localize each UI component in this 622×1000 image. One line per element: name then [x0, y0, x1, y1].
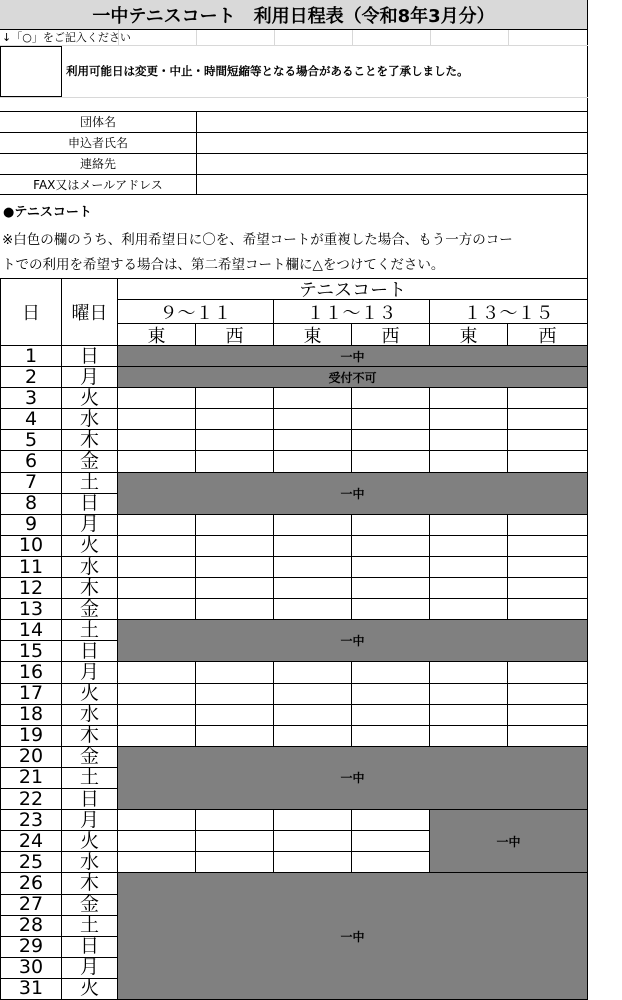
reservation-cell[interactable]	[430, 451, 508, 472]
day-number: 3	[0, 388, 62, 409]
reservation-table	[0, 279, 588, 1000]
reservation-cell[interactable]	[196, 515, 274, 536]
reservation-cell[interactable]	[196, 831, 274, 852]
reservation-cell[interactable]	[196, 557, 274, 578]
reservation-cell[interactable]	[274, 852, 352, 873]
day-number: 24	[0, 831, 62, 852]
reservation-cell[interactable]	[274, 810, 352, 831]
court-east-header: 東	[118, 324, 196, 346]
weekday-label: 火	[62, 979, 118, 1000]
court-header: テニスコート	[118, 279, 588, 300]
day-number: 6	[0, 451, 62, 472]
reservation-cell[interactable]	[274, 388, 352, 409]
day-number: 1	[0, 346, 62, 367]
weekday-label: 日	[62, 346, 118, 367]
reservation-cell[interactable]	[352, 536, 430, 557]
reservation-cell[interactable]	[196, 536, 274, 557]
reservation-cell[interactable]	[274, 430, 352, 451]
court-east-header: 東	[274, 324, 352, 346]
reservation-cell[interactable]	[430, 388, 508, 409]
weekday-label: 水	[62, 409, 118, 430]
reservation-cell[interactable]	[508, 451, 588, 472]
reservation-cell[interactable]	[274, 684, 352, 705]
weekday-label: 土	[62, 620, 118, 641]
reservation-cell[interactable]	[508, 662, 588, 683]
reservation-cell[interactable]	[274, 705, 352, 726]
reservation-cell[interactable]	[118, 430, 196, 451]
reservation-cell[interactable]	[196, 810, 274, 831]
day-number: 9	[0, 515, 62, 536]
day-number: 19	[0, 726, 62, 747]
reservation-cell[interactable]	[430, 705, 508, 726]
gridline	[430, 30, 431, 46]
day-number: 21	[0, 768, 62, 789]
weekday-label: 火	[62, 684, 118, 705]
day-number: 8	[0, 494, 62, 515]
reservation-cell[interactable]	[274, 726, 352, 747]
group-name-label: 団体名	[0, 112, 197, 132]
reservation-cell[interactable]	[352, 726, 430, 747]
weekday-label: 水	[62, 852, 118, 873]
day-number: 18	[0, 705, 62, 726]
court-west-header: 西	[508, 324, 588, 346]
reservation-cell[interactable]	[118, 409, 196, 430]
weekday-label: 月	[62, 810, 118, 831]
reservation-cell[interactable]	[508, 515, 588, 536]
reservation-cell[interactable]	[352, 684, 430, 705]
weekday-label: 金	[62, 895, 118, 916]
day-number: 14	[0, 620, 62, 641]
reservation-cell[interactable]	[196, 451, 274, 472]
reservation-cell[interactable]	[508, 409, 588, 430]
day-number: 15	[0, 641, 62, 662]
reservation-cell[interactable]	[274, 515, 352, 536]
blocked-slot: 一中	[118, 346, 588, 367]
blocked-slot: 一中	[118, 620, 588, 662]
reservation-cell[interactable]	[430, 536, 508, 557]
reservation-cell[interactable]	[352, 409, 430, 430]
reservation-cell[interactable]	[352, 599, 430, 620]
reservation-cell[interactable]	[196, 409, 274, 430]
reservation-cell[interactable]	[118, 810, 196, 831]
contact-field[interactable]	[197, 154, 587, 174]
reservation-cell[interactable]	[352, 810, 430, 831]
blocked-slot: 一中	[118, 873, 588, 1000]
reservation-cell[interactable]	[352, 451, 430, 472]
day-number: 12	[0, 578, 62, 599]
weekday-label: 土	[62, 768, 118, 789]
reservation-cell[interactable]	[196, 430, 274, 451]
weekday-label: 土	[62, 916, 118, 937]
time-slot-header: １３～１５	[430, 300, 588, 324]
weekday-label: 木	[62, 578, 118, 599]
weekday-label: 金	[62, 599, 118, 620]
reservation-cell[interactable]	[274, 536, 352, 557]
weekday-label: 土	[62, 473, 118, 494]
reservation-cell[interactable]	[508, 430, 588, 451]
group-name-field[interactable]	[197, 112, 587, 132]
reservation-cell[interactable]	[118, 557, 196, 578]
day-number: 17	[0, 684, 62, 705]
reservation-cell[interactable]	[274, 831, 352, 852]
weekday-column-header: 曜日	[62, 279, 118, 346]
reservation-cell[interactable]	[118, 852, 196, 873]
reservation-cell[interactable]	[118, 831, 196, 852]
page-title: 一中テニスコート 利用日程表（令和8年3月分）	[0, 0, 588, 30]
reservation-cell[interactable]	[274, 662, 352, 683]
weekday-label: 金	[62, 747, 118, 768]
weekday-label: 火	[62, 388, 118, 409]
info-row-fax	[0, 174, 588, 195]
reservation-cell[interactable]	[430, 684, 508, 705]
weekday-label: 日	[62, 641, 118, 662]
day-number: 5	[0, 430, 62, 451]
weekday-label: 金	[62, 451, 118, 472]
weekday-label: 水	[62, 705, 118, 726]
reservation-cell[interactable]	[196, 852, 274, 873]
day-number: 23	[0, 810, 62, 831]
reservation-cell[interactable]	[196, 662, 274, 683]
reservation-cell[interactable]	[118, 451, 196, 472]
blocked-slot: 一中	[430, 810, 588, 873]
day-number: 28	[0, 916, 62, 937]
instruction-line-1: ※白色の欄のうち、利用希望日に〇を、希望コートが重複した場合、もう一方のコー	[2, 232, 513, 248]
reservation-cell[interactable]	[274, 557, 352, 578]
reservation-cell[interactable]	[430, 557, 508, 578]
reservation-cell[interactable]	[508, 388, 588, 409]
contact-label: 連絡先	[0, 154, 197, 174]
reservation-cell[interactable]	[352, 388, 430, 409]
reservation-cell[interactable]	[430, 726, 508, 747]
day-number: 31	[0, 979, 62, 1000]
reservation-cell[interactable]	[274, 451, 352, 472]
reservation-cell[interactable]	[352, 831, 430, 852]
reservation-cell[interactable]	[430, 430, 508, 451]
reservation-cell[interactable]	[352, 578, 430, 599]
day-number: 29	[0, 937, 62, 958]
reservation-cell[interactable]	[196, 388, 274, 409]
day-number: 10	[0, 536, 62, 557]
reservation-cell[interactable]	[196, 726, 274, 747]
reservation-cell[interactable]	[118, 705, 196, 726]
reservation-cell[interactable]	[196, 705, 274, 726]
reservation-cell[interactable]	[118, 684, 196, 705]
day-number: 25	[0, 852, 62, 873]
reservation-cell[interactable]	[430, 578, 508, 599]
reservation-cell[interactable]	[118, 515, 196, 536]
instruction-line-2: トでの利用を希望する場合は、第二希望コート欄に△をつけてください。	[2, 257, 445, 273]
weekday-label: 日	[62, 494, 118, 515]
day-number: 30	[0, 958, 62, 979]
reservation-cell[interactable]	[430, 662, 508, 683]
reservation-cell[interactable]	[274, 599, 352, 620]
reservation-cell[interactable]	[508, 599, 588, 620]
day-number: 26	[0, 873, 62, 894]
fill-in-note: ↓「○」をご記入ください	[2, 31, 131, 44]
weekday-label: 月	[62, 958, 118, 979]
reservation-cell[interactable]	[118, 578, 196, 599]
blocked-slot: 一中	[118, 747, 588, 810]
day-number: 7	[0, 473, 62, 494]
day-number: 20	[0, 747, 62, 768]
reservation-cell[interactable]	[430, 515, 508, 536]
weekday-label: 水	[62, 557, 118, 578]
blocked-slot: 受付不可	[118, 367, 588, 388]
reservation-cell[interactable]	[196, 684, 274, 705]
day-number: 11	[0, 557, 62, 578]
reservation-cell[interactable]	[274, 409, 352, 430]
reservation-cell[interactable]	[196, 578, 274, 599]
weekday-label: 月	[62, 662, 118, 683]
day-number: 22	[0, 789, 62, 810]
day-number: 27	[0, 895, 62, 916]
day-number: 2	[0, 367, 62, 388]
weekday-label: 木	[62, 430, 118, 451]
reservation-cell[interactable]	[118, 662, 196, 683]
reservation-cell[interactable]	[118, 726, 196, 747]
day-number: 4	[0, 409, 62, 430]
gridline	[274, 30, 275, 46]
fax-email-field[interactable]	[197, 175, 587, 195]
weekday-label: 火	[62, 536, 118, 557]
court-west-header: 西	[196, 324, 274, 346]
gridline	[196, 30, 197, 46]
weekday-label: 火	[62, 831, 118, 852]
blocked-slot: 一中	[118, 473, 588, 515]
reservation-cell[interactable]	[430, 409, 508, 430]
reservation-cell[interactable]	[508, 726, 588, 747]
weekday-label: 月	[62, 515, 118, 536]
reservation-cell[interactable]	[508, 684, 588, 705]
weekday-label: 木	[62, 873, 118, 894]
applicant-name-field[interactable]	[197, 133, 587, 153]
reservation-cell[interactable]	[508, 557, 588, 578]
gridline	[508, 30, 509, 46]
reservation-cell[interactable]	[430, 599, 508, 620]
fax-email-label: FAX又はメールアドレス	[0, 175, 197, 195]
reservation-cell[interactable]	[352, 662, 430, 683]
reservation-cell[interactable]	[118, 599, 196, 620]
reservation-cell[interactable]	[508, 578, 588, 599]
reservation-cell[interactable]	[352, 705, 430, 726]
reservation-cell[interactable]	[352, 557, 430, 578]
applicant-name-label: 申込者氏名	[0, 133, 197, 153]
weekday-label: 木	[62, 726, 118, 747]
court-west-header: 西	[352, 324, 430, 346]
spacer-row	[0, 97, 588, 111]
reservation-cell[interactable]	[196, 599, 274, 620]
weekday-label: 月	[62, 367, 118, 388]
section-heading: ●テニスコート	[3, 205, 92, 220]
weekday-label: 日	[62, 937, 118, 958]
info-row-group	[0, 111, 588, 132]
gridline	[118, 30, 119, 46]
reservation-cell[interactable]	[274, 578, 352, 599]
weekday-label: 日	[62, 789, 118, 810]
court-east-header: 東	[430, 324, 508, 346]
info-row-contact	[0, 153, 588, 174]
time-slot-header: １１～１３	[274, 300, 430, 324]
day-number: 16	[0, 662, 62, 683]
reservation-cell[interactable]	[352, 515, 430, 536]
reservation-cell[interactable]	[508, 705, 588, 726]
gridline	[352, 30, 353, 46]
time-slot-header: ９～１１	[118, 300, 274, 324]
day-number: 13	[0, 599, 62, 620]
reservation-cell[interactable]	[118, 388, 196, 409]
consent-text: 利用可能日は変更・中止・時間短縮等となる場合があることを了承しました。	[66, 64, 469, 78]
day-column-header: 日	[0, 279, 62, 346]
reservation-cell[interactable]	[508, 536, 588, 557]
reservation-cell[interactable]	[118, 536, 196, 557]
reservation-cell[interactable]	[352, 430, 430, 451]
info-row-applicant	[0, 132, 588, 153]
reservation-cell[interactable]	[352, 852, 430, 873]
consent-checkbox[interactable]	[0, 46, 62, 97]
